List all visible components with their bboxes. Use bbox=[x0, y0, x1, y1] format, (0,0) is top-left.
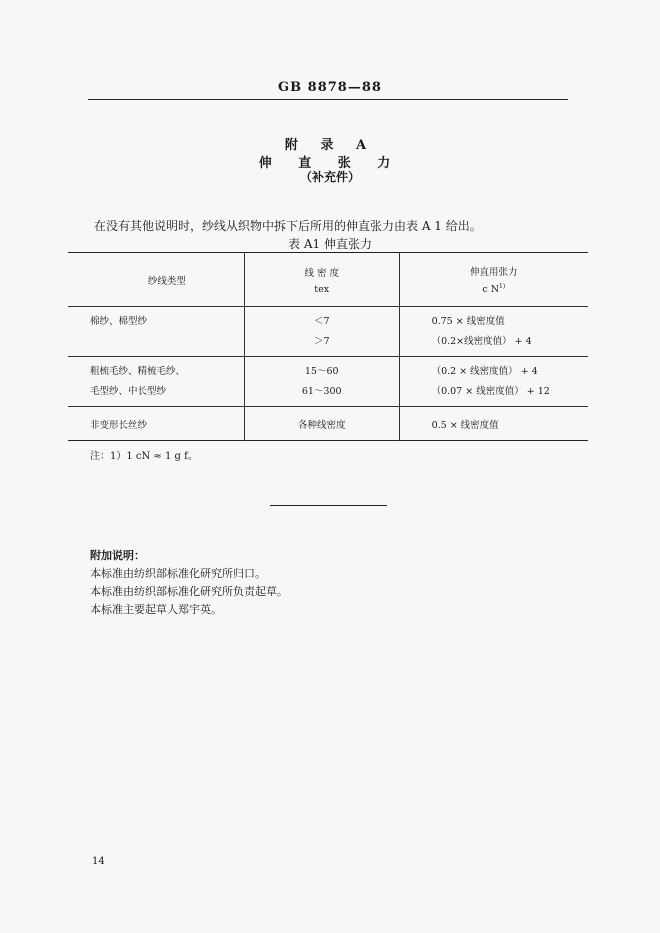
cell-density: 15～60 61～300 bbox=[244, 357, 399, 407]
table-header-row bbox=[68, 253, 588, 307]
page-number: 14 bbox=[92, 856, 105, 867]
table-row bbox=[68, 407, 588, 441]
standard-code: GB 8878—88 bbox=[278, 80, 382, 95]
table-row bbox=[68, 357, 588, 407]
cell-tension: 0.5 × 线密度值 bbox=[431, 419, 499, 431]
cell-density: 各种线密度 bbox=[244, 407, 399, 441]
header-density: 线 密 度 tex bbox=[244, 253, 399, 307]
table-row bbox=[68, 307, 588, 357]
cell-tension: （0.2 × 线密度值） + 4 （0.07 × 线密度值） + 12 bbox=[431, 365, 550, 397]
supplement-label: （补充件） bbox=[299, 170, 360, 184]
additional-note-line: 本标准由纺织部标准化研究所负责起草。 bbox=[90, 585, 288, 598]
additional-note-line: 本标准主要起草人郑宇英。 bbox=[90, 603, 222, 616]
header-yarn-type: 纱线类型 bbox=[68, 253, 244, 307]
header-rule bbox=[88, 99, 568, 100]
tension-table bbox=[68, 252, 588, 441]
intro-paragraph: 在没有其他说明时，纱线从织物中拆下后所用的伸直张力由表 A 1 给出。 bbox=[94, 219, 482, 233]
appendix-title: 附 录 A bbox=[284, 138, 376, 153]
header-tension: 伸直用张力 c $N^{1)}$ bbox=[470, 267, 518, 296]
cell-tension: 0.75 × 线密度值 （0.2×线密度值） + 4 bbox=[431, 315, 532, 347]
section-divider bbox=[270, 505, 387, 506]
cell-yarn-type: 棉纱、棉型纱 bbox=[68, 307, 244, 357]
cell-yarn-type: 非变形长丝纱 bbox=[68, 407, 244, 441]
additional-notes-title: 附加说明： bbox=[90, 549, 145, 562]
cell-density: ＜7 ＞7 bbox=[244, 307, 399, 357]
cell-yarn-type: 粗梳毛纱、精梳毛纱、 毛型纱、中长型纱 bbox=[68, 357, 244, 407]
table-caption: 表 A1 伸直张力 bbox=[288, 237, 372, 251]
additional-note-line: 本标准由纺织部标准化研究所归口。 bbox=[90, 567, 266, 580]
appendix-subtitle: 伸 直 张 力 bbox=[258, 156, 402, 171]
table-footnote: 注：1）1 cN ≈ 1 g f。 bbox=[90, 451, 198, 462]
